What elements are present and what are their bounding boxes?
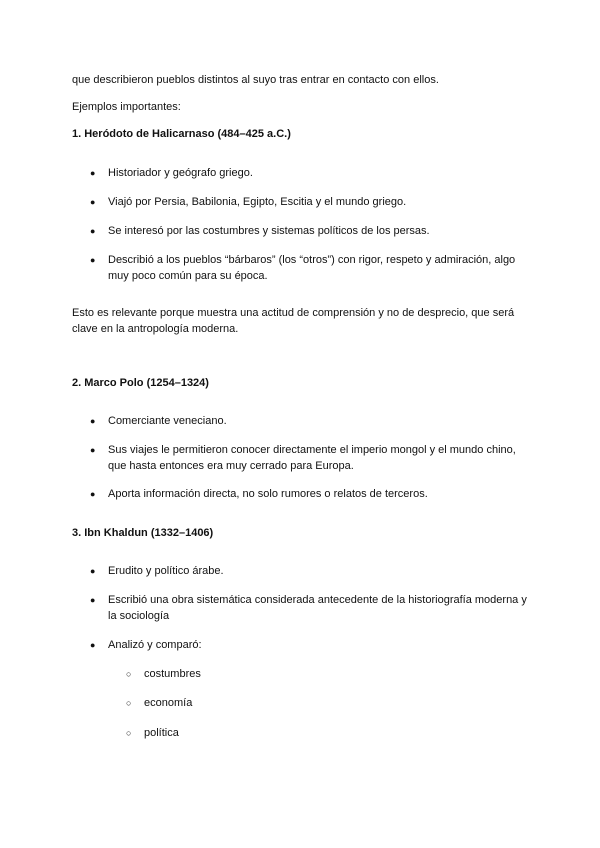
examples-label: Ejemplos importantes:	[72, 101, 181, 113]
sub-list-item-text: política	[144, 727, 179, 739]
section-heading-ibn-khaldun: 3. Ibn Khaldun (1332–1406)	[72, 527, 214, 539]
bullet-icon: ●	[90, 445, 96, 455]
bullet-icon: ●	[90, 255, 96, 265]
list-item-text: Viajó por Persia, Babilonia, Egipto, Escitia y el mundo griego.	[108, 196, 407, 208]
list-item-text: Analizó y comparó:	[108, 639, 202, 651]
bullet-icon: ●	[90, 489, 96, 499]
list-item-text: Sus viajes le permitieron conocer directamente el imperio mongol y el mundo chino, que hasta entonces era muy cerrado para Europa.	[108, 444, 516, 472]
bullet-icon: ●	[90, 226, 96, 236]
sub-list-item-text: costumbres	[144, 668, 201, 680]
section-note: Esto es relevante porque muestra una actitud de comprensión y no de desprecio, que será clave en la antropología moderna.	[72, 307, 515, 335]
hollow-bullet-icon: ○	[126, 669, 132, 679]
bullet-icon: ●	[90, 168, 96, 178]
hollow-bullet-icon: ○	[126, 698, 132, 708]
bullet-icon: ●	[90, 416, 96, 426]
section-heading-herodoto: 1. Heródoto de Halicarnaso (484–425 a.C.)	[72, 128, 291, 140]
list-item-text: Erudito y político árabe.	[108, 565, 224, 577]
bullet-icon: ●	[90, 640, 96, 650]
bullet-icon: ●	[90, 197, 96, 207]
list-item-text: Escribió una obra sistemática considerada antecedente de la historiografía moderna y la sociología	[108, 594, 527, 622]
list-item-text: Describió a los pueblos “bárbaros” (los “otros”) con rigor, respeto y admiración, algo muy poco común para su época.	[108, 254, 516, 282]
list-item-text: Comerciante veneciano.	[108, 415, 227, 427]
bullet-icon: ●	[90, 595, 96, 605]
list-item-text: Se interesó por las costumbres y sistemas políticos de los persas.	[108, 225, 430, 237]
list-item-text: Historiador y geógrafo griego.	[108, 167, 253, 179]
bullet-icon: ●	[90, 566, 96, 576]
hollow-bullet-icon: ○	[126, 728, 132, 738]
sub-list-item-text: economía	[144, 697, 193, 709]
intro-line: que describieron pueblos distintos al suyo tras entrar en contacto con ellos.	[72, 74, 439, 86]
section-heading-marco-polo: 2. Marco Polo (1254–1324)	[72, 377, 209, 389]
list-item-text: Aporta información directa, no solo rumores o relatos de terceros.	[108, 488, 428, 500]
